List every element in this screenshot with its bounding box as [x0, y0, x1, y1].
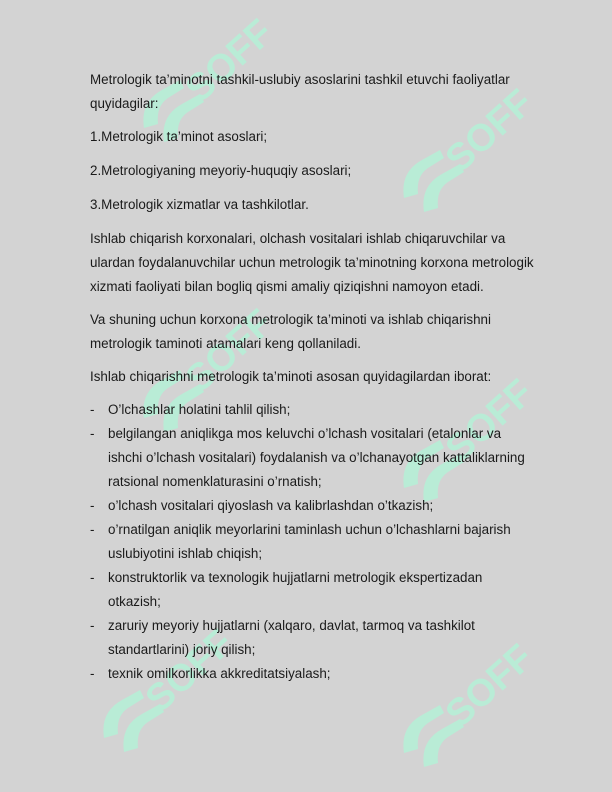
list-item: - zaruriy meyoriy hujjatlarni (xalqaro, davlat, tarmoq va tashkilot standartlarini) joriy qilish;	[90, 614, 535, 662]
item-line-3: 3.Metrologik xizmatlar va tashkilotlar.	[90, 197, 309, 212]
list-item: - konstruktorlik va texnologik hujjatlarni metrologik ekspertizadan otkazish;	[90, 566, 535, 614]
body-paragraph-2: Va shuning uchun korxona metrologik ta’minoti va ishlab chiqarishni metrologik taminoti atamalari keng qollaniladi.	[90, 312, 491, 351]
bullet-list	[90, 398, 535, 686]
item-line-1: 1.Metrologik ta’minot asoslari;	[90, 129, 268, 144]
list-item: - texnik omilkorlikka akkreditatsiyalash;	[90, 662, 535, 686]
list-item: - o’lchash vositalari qiyoslash va kalibrlashdan o’tkazish;	[90, 494, 535, 518]
list-item: - O’lchashlar holatini tahlil qilish;	[90, 398, 535, 422]
intro-paragraph: Metrologik ta’minotni tashkil-uslubiy asoslarini tashkil etuvchi faoliyatlar quyidagilar:	[90, 72, 510, 111]
body-paragraph-1: Ishlab chiqarish korxonalari, olchash vositalari ishlab chiqaruvchilar va ulardan foydalanuvchilar uchun metrologik ta’minotning korxona metrologik xizmati faoliyati bilan bogliq qismi amaliy qiziqishni namoyon etadi.	[90, 231, 534, 294]
document-body	[90, 68, 535, 686]
list-item: - belgilangan aniqlikga mos keluvchi o’lchash vositalari (etalonlar va ishchi o’lchash vositalari) foydalanish va o’lchanayotgan kattaliklarning ratsional nomenklaturasini o’rnatish;	[90, 422, 535, 494]
item-line-2: 2.Metrologiyaning meyoriy-huquqiy asoslari;	[90, 163, 352, 178]
list-intro: Ishlab chiqarishni metrologik ta’minoti asosan quyidagilardan iborat:	[90, 369, 492, 384]
list-item: - o’rnatilgan aniqlik meyorlarini taminlash uchun o’lchashlarni bajarish uslubiyotini ishlab chiqish;	[90, 518, 535, 566]
